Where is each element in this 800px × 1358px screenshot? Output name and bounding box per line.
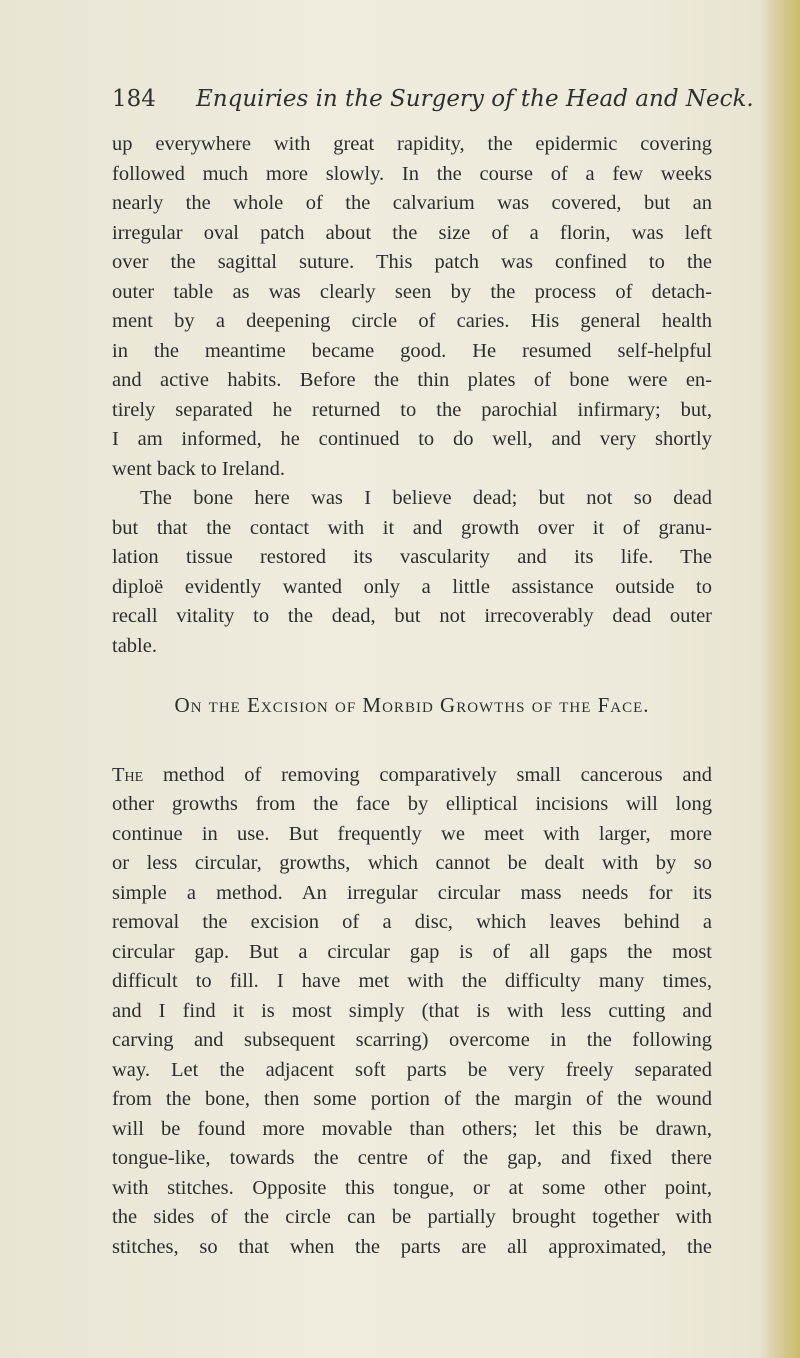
text-line: tongue-like, towards the centre of the gap, and fixed there [112, 1147, 712, 1169]
running-head [112, 86, 754, 126]
text-line: the sides of the circle can be partially brought together with [112, 1206, 712, 1228]
text-line: other growths from the face by elliptical incisions will long [112, 793, 712, 815]
page-edge-shadow [758, 0, 800, 1358]
lead-word: The [112, 763, 144, 786]
text-line: or less circular, growths, which cannot be dealt with by so [112, 852, 712, 874]
text-line: circular gap. But a circular gap is of all gaps the most [112, 940, 712, 963]
text-line: outer table as was clearly seen by the process of detach- [112, 280, 712, 303]
page-number: 184 [112, 86, 156, 112]
text-line: over the sagittal suture. This patch was confined to the [112, 251, 712, 273]
text-line: simple a method. An irregular circular mass needs for its [112, 881, 712, 904]
paragraph-1 [112, 130, 712, 484]
text-line: with stitches. Opposite this tongue, or at some other point, [112, 1176, 712, 1199]
paragraph-3 [112, 761, 712, 1263]
section-heading: On the Excision of Morbid Growths of the Face. [174, 693, 650, 717]
text-line: lation tissue restored its vascularity and its life. The [112, 546, 712, 568]
text-line: and active habits. Before the thin plates of bone were en- [112, 369, 712, 391]
text-line: stitches, so that when the parts are all approximated, the [112, 1235, 712, 1258]
text-line: recall vitality to the dead, but not irrecoverably dead outer [112, 605, 712, 627]
text-line: ment by a deepening circle of caries. His general health [112, 310, 712, 332]
text-line: removal the excision of a disc, which leaves behind a [112, 911, 712, 933]
text-line: up everywhere with great rapidity, the epidermic covering [112, 133, 712, 155]
text-line: irregular oval patch about the size of a florin, was left [112, 221, 712, 244]
text-line: carving and subsequent scarring) overcome in the following [112, 1029, 712, 1051]
text-line: and I find it is most simply (that is with less cutting and [112, 999, 712, 1022]
text-line: difficult to fill. I have met with the difficulty many times, [112, 970, 712, 992]
text-line: nearly the whole of the calvarium was covered, but an [112, 192, 712, 214]
paragraph-2 [112, 484, 712, 661]
text-line: table. [112, 634, 157, 657]
body-text [112, 130, 712, 1262]
text-line: followed much more slowly. In the course of a few weeks [112, 162, 712, 185]
text-line-rest: method of removing comparatively small cancerous and [143, 763, 712, 786]
text-line: way. Let the adjacent soft parts be very freely separated [112, 1058, 712, 1081]
text-line: in the meantime became good. He resumed self-helpful [112, 339, 712, 362]
running-title: Enquiries in the Surgery of the Head and Neck. [196, 86, 754, 112]
text-line: went back to Ireland. [112, 457, 286, 480]
text-line: will be found more movable than others; let this be drawn, [112, 1117, 712, 1140]
text-line: diploë evidently wanted only a little assistance outside to [112, 575, 712, 598]
text-line: continue in use. But frequently we meet with larger, more [112, 822, 712, 845]
text-line: but that the contact with it and growth over it of granu- [112, 516, 712, 539]
text-line: The bone here was I believe dead; but not so dead [140, 487, 712, 509]
text-line: tirely separated he returned to the parochial infirmary; but, [112, 398, 712, 421]
text-line: I am informed, he continued to do well, and very shortly [112, 428, 712, 450]
text-line [112, 761, 712, 791]
text-line: from the bone, then some portion of the margin of the wound [112, 1088, 712, 1110]
